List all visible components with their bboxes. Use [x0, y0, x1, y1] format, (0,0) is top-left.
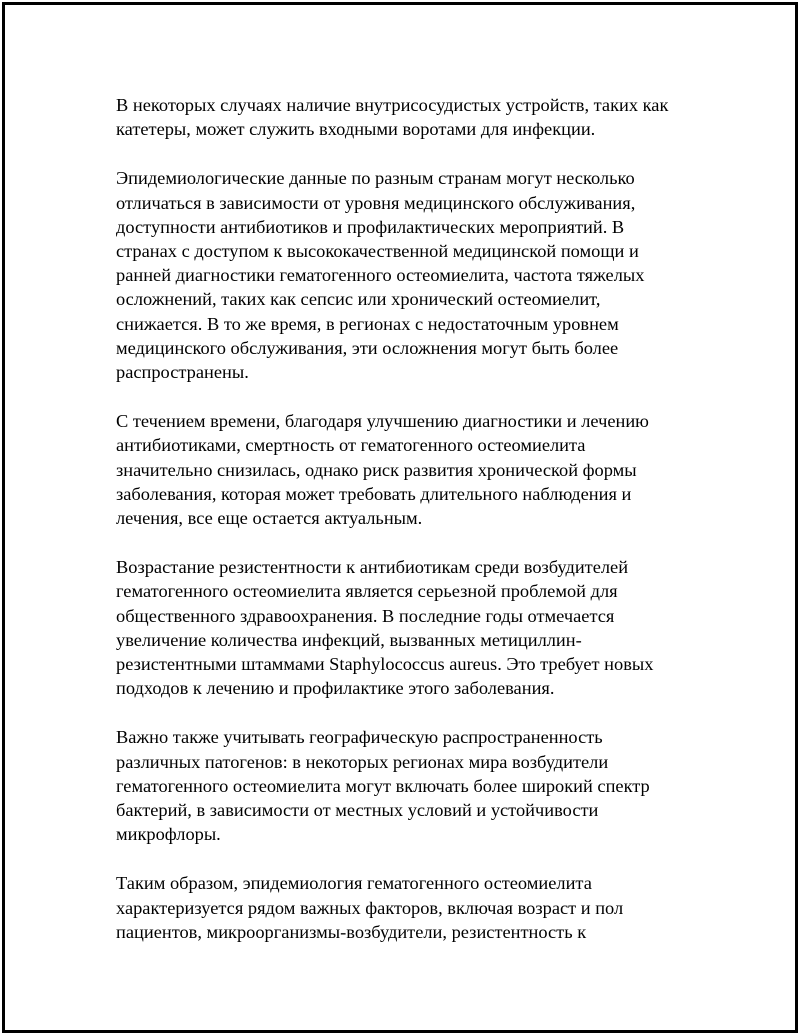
paragraph-conclusion: Таким образом, эпидемиология гематогенного остеомиелита характеризуется рядом важных факторов, включая возраст и пол пациентов, микроорганизмы-возбудители, резистентность к — [116, 873, 624, 942]
paragraph-intravascular-devices: В некоторых случаях наличие внутрисосудистых устройств, таких как катетеры, может служить входными воротами для инфекции. — [116, 95, 669, 140]
document-body — [116, 93, 696, 944]
paragraph-antibiotic-resistance: Возрастание резистентности к антибиотикам среди возбудителей гематогенного остеомиелита является серьезной проблемой для общественного здравоохранения. В последние годы отмечается увеличение количества инфекций, вызванных метициллин- резистентными штаммами Staphylococcus aureus. Это требует новых подходов к лечению и профилактике этого заболевания. — [116, 557, 654, 699]
paragraph-epidemiological-data: Эпидемиологические данные по разным странам могут несколько отличаться в зависимости от уровня медицинского обслуживания, доступности антибиотиков и профилактических мероприятий. В странах с доступом к высококачественной медицинской помощи и ранней диагностики гематогенного остеомиелита, частота тяжелых осложнений, таких как сепсис или хронический остеомиелит, снижается. В то же время, в регионах с недостаточным уровнем медицинского обслуживания, эти осложнения могут быть более распространены. — [116, 168, 645, 383]
paragraph-geographic-distribution: Важно также учитывать географическую распространенность различных патогенов: в некоторых регионах мира возбудители гематогенного остеомиелита могут включать более широкий спектр бактерий, в зависимости от местных условий и устойчивости микрофлоры. — [116, 727, 650, 845]
paragraph-mortality-trends: С течением времени, благодаря улучшению диагностики и лечению антибиотиками, смертность от гематогенного остеомиелита значительно снизилась, однако риск развития хронической формы заболевания, которая может требовать длительного наблюдения и лечения, все еще остается актуальным. — [116, 411, 649, 529]
